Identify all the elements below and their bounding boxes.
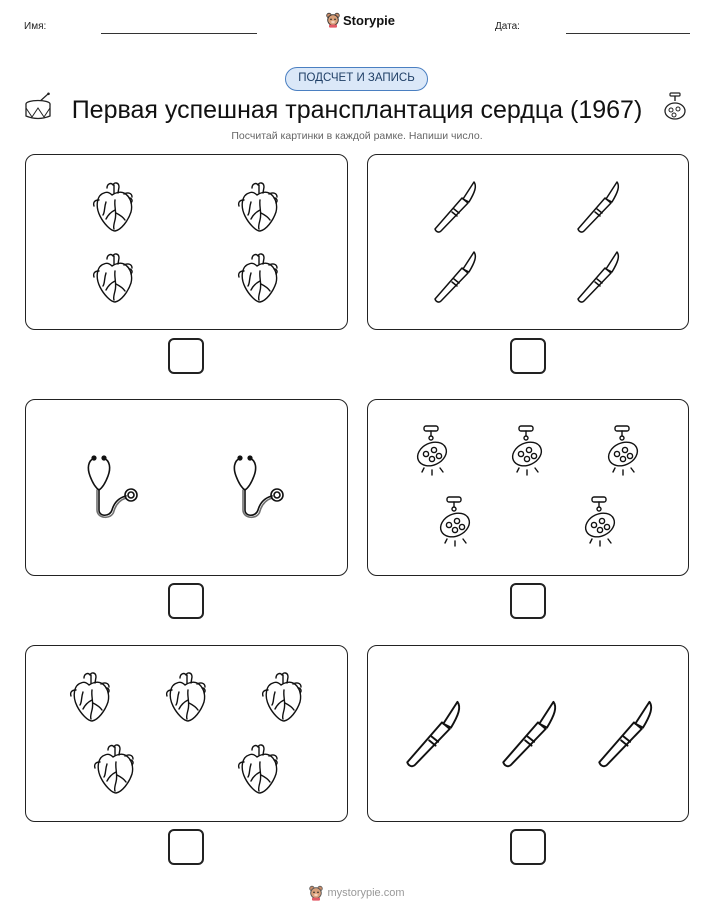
counting-frame-1 <box>25 154 348 330</box>
bear-logo-icon <box>326 12 340 28</box>
scalpel-icon <box>573 249 623 305</box>
counting-frame-4 <box>367 399 689 576</box>
heart-icon <box>236 742 280 796</box>
date-field[interactable] <box>566 33 690 34</box>
heart-icon <box>260 670 304 724</box>
answer-box-2[interactable] <box>510 338 546 374</box>
date-label: Дата: <box>495 21 520 32</box>
heart-icon <box>68 670 112 724</box>
storypie-logo <box>326 12 395 28</box>
heart-icon <box>91 251 135 305</box>
heart-icon <box>91 180 135 234</box>
scalpel-icon <box>496 698 562 770</box>
surgical-lamp-icon <box>662 92 688 129</box>
stethoscope-icon <box>82 454 148 520</box>
answer-box-3[interactable] <box>168 583 204 619</box>
instruction-text: Посчитай картинки в каждой рамке. Напиши число. <box>231 130 483 142</box>
surgical-lamp-icon <box>433 495 477 549</box>
footer <box>0 885 714 901</box>
scalpel-icon <box>573 179 623 235</box>
category-badge: ПОДСЧЕТ И ЗАПИСЬ <box>285 67 428 91</box>
name-field[interactable] <box>101 33 257 34</box>
counting-frame-5 <box>25 645 348 822</box>
scalpel-icon <box>430 179 480 235</box>
name-label: Имя: <box>24 21 47 32</box>
counting-frame-6 <box>367 645 689 822</box>
answer-box-6[interactable] <box>510 829 546 865</box>
heart-icon <box>164 670 208 724</box>
counting-frame-2 <box>367 154 689 330</box>
page-title: Первая успешная трансплантация сердца (1967) <box>71 96 643 124</box>
surgical-lamp-icon <box>578 495 622 549</box>
heart-icon <box>236 180 280 234</box>
drum-icon <box>24 92 52 127</box>
heart-icon <box>92 742 136 796</box>
surgical-lamp-icon <box>410 424 454 478</box>
counting-frame-3 <box>25 399 348 576</box>
bear-logo-icon <box>309 885 323 901</box>
answer-box-4[interactable] <box>510 583 546 619</box>
surgical-lamp-icon <box>601 424 645 478</box>
surgical-lamp-icon <box>505 424 549 478</box>
footer-website: mystorypie.com <box>327 887 405 899</box>
scalpel-icon <box>400 698 466 770</box>
stethoscope-icon <box>228 454 294 520</box>
scalpel-icon <box>430 249 480 305</box>
scalpel-icon <box>592 698 658 770</box>
answer-box-5[interactable] <box>168 829 204 865</box>
heart-icon <box>236 251 280 305</box>
brand-name: Storypie <box>343 12 396 28</box>
answer-box-1[interactable] <box>168 338 204 374</box>
